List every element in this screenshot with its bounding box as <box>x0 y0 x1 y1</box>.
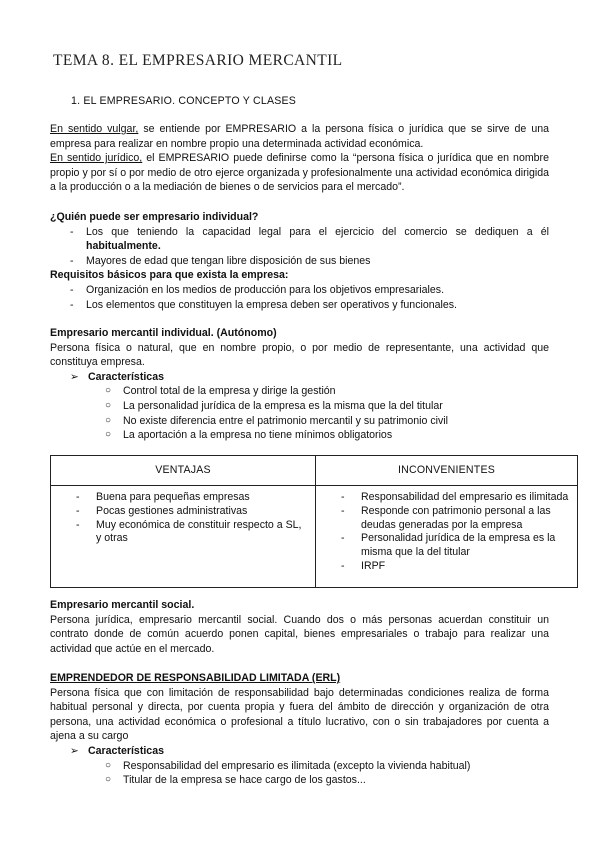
page-title: TEMA 8. EL EMPRESARIO MERCANTIL <box>53 52 343 69</box>
list-item-text: Responsabilidad del empresario es ilimitada <box>361 491 569 503</box>
list-item <box>50 283 549 298</box>
list-item-text: La personalidad jurídica de la empresa es la misma que la del titular <box>123 399 443 412</box>
vulgar-label: En sentido vulgar, <box>50 123 139 135</box>
arrow-icon: ➢ <box>70 744 79 757</box>
social-section <box>50 598 549 656</box>
circle-bullet-icon: ○ <box>105 414 112 426</box>
erl-heading: EMPRENDEDOR DE RESPONSABILIDAD LIMITADA (ERL) <box>50 672 341 684</box>
list-item-text: Responde con patrimonio personal a las deudas generadas por la empresa <box>361 504 551 531</box>
list-item <box>50 773 549 788</box>
autonomo-text: Persona física o natural, que en nombre propio, o por medio de representante, una actividad que constituya empresa. <box>50 341 549 369</box>
list-item-text: Los que teniendo la capacidad legal para el ejercicio del comercio se dediquen a él <box>86 225 549 238</box>
dash-marker: - <box>70 283 74 296</box>
list-item-text: No existe diferencia entre el patrimonio mercantil y su patrimonio civil <box>123 414 449 427</box>
intro-paragraph-juridico <box>50 151 549 195</box>
list-item-text: Personalidad jurídica de la empresa es la misma que la del titular <box>361 532 556 559</box>
list-item-text: Organización en los medios de producción para los objetivos empresariales. <box>86 283 445 296</box>
dash-marker: - <box>341 491 345 503</box>
list-item-text: Mayores de edad que tengan libre disposición de sus bienes <box>86 254 371 267</box>
section-heading-1: 1. EL EMPRESARIO. CONCEPTO Y CLASES <box>71 95 297 107</box>
individual-question-heading: ¿Quién puede ser empresario individual? <box>50 211 259 223</box>
list-item-text: Pocas gestiones administrativas <box>96 504 248 517</box>
dash-marker: - <box>341 532 345 545</box>
autonomo-caracteristicas <box>50 370 549 385</box>
autonomo-section <box>50 326 549 443</box>
dash-marker: - <box>76 491 80 503</box>
list-item <box>50 399 549 414</box>
list-item-text: Control total de la empresa y dirige la gestión <box>123 385 336 398</box>
individual-question-section <box>50 210 549 312</box>
circle-bullet-icon: ○ <box>105 774 112 786</box>
inconvenientes-list <box>317 491 576 574</box>
list-item-text: Titular de la empresa se hace cargo de los gastos... <box>123 774 366 787</box>
erl-section <box>50 671 549 788</box>
circle-bullet-icon: ○ <box>105 385 112 397</box>
erl-caracteristicas-list <box>50 759 549 788</box>
juridico-text: el EMPRESARIO puede definirse como la “persona física o jurídica que en nombre propio y por sí o por medio de otro ejerce organizada y profesionalmente una actividad económica dirigida a la producción o a la mediación de bienes o de servicios para el mercado”. <box>50 152 549 194</box>
autonomo-caracteristicas-list <box>50 384 549 442</box>
juridico-label: En sentido jurídico, <box>50 152 143 164</box>
list-item-text: Muy económica de constituir respecto a SL, y otras <box>96 518 302 545</box>
caracteristicas-label: Características <box>88 370 164 383</box>
list-item <box>50 298 549 313</box>
autonomo-heading: Empresario mercantil individual. (Autónomo) <box>50 327 277 339</box>
caracteristicas-label: Características <box>88 744 164 757</box>
dash-marker: - <box>70 225 74 238</box>
list-item <box>50 759 549 774</box>
individual-question-list <box>50 225 549 269</box>
list-item-text: Responsabilidad del empresario es ilimitada (excepto la vivienda habitual) <box>123 759 471 772</box>
list-item <box>317 491 576 505</box>
dash-marker: - <box>76 504 80 517</box>
list-item <box>50 428 549 443</box>
list-item <box>50 225 549 254</box>
dash-marker: - <box>70 298 74 311</box>
table-header-ventajas: VENTAJAS <box>51 456 316 486</box>
list-item <box>50 254 549 269</box>
circle-bullet-icon: ○ <box>105 429 112 441</box>
list-item <box>317 505 576 533</box>
social-text: Persona jurídica, empresario mercantil social. Cuando dos o más personas acuerdan constituir un contrato donde de común acuerdo ponen capital, bienes empresariales o trabajo para realizar una actividad que actúe en el mercado. <box>50 613 549 655</box>
arrow-icon: ➢ <box>70 370 79 383</box>
list-item-bold: habitualmente. <box>86 240 161 253</box>
dash-marker: - <box>76 518 80 531</box>
requisitos-list <box>50 283 549 312</box>
list-item <box>50 414 549 429</box>
list-item <box>52 519 314 547</box>
circle-bullet-icon: ○ <box>105 759 112 771</box>
table-header-row <box>51 456 578 486</box>
social-heading: Empresario mercantil social. <box>50 599 195 611</box>
table-header-inconvenientes: INCONVENIENTES <box>316 456 578 486</box>
intro-paragraph-vulgar <box>50 122 549 151</box>
dash-marker: - <box>341 504 345 517</box>
vulgar-text: se entiende por EMPRESARIO a la persona física o jurídica que se sirve de una empresa para realizar en nombre propio una determinada actividad económica. <box>50 123 549 150</box>
list-item <box>52 491 314 505</box>
ventajas-cell <box>51 486 316 588</box>
list-item <box>317 532 576 560</box>
inconvenientes-cell <box>316 486 578 588</box>
ventajas-inconvenientes-table <box>50 455 578 588</box>
circle-bullet-icon: ○ <box>105 399 112 411</box>
erl-text: Persona física que con limitación de responsabilidad bajo determinadas condiciones realiza de forma habitual personal y directa, por cuenta propia y fuera del ámbito de dirección y organización de otra persona, una actividad económica o profesional a título lucrativo, con o sin trabajadores por cuenta a ajena a su cargo <box>50 686 549 743</box>
list-item-text: IRPF <box>361 559 386 572</box>
list-item-text: La aportación a la empresa no tiene mínimos obligatorios <box>123 429 393 442</box>
list-item-text: Los elementos que constituyen la empresa deben ser operativos y funcionales. <box>86 298 458 311</box>
requisitos-heading: Requisitos básicos para que exista la empresa: <box>50 269 289 282</box>
dash-marker: - <box>70 254 74 267</box>
dash-marker: - <box>341 559 345 572</box>
ventajas-list <box>52 491 314 546</box>
list-item-text: Buena para pequeñas empresas <box>96 491 250 503</box>
list-item <box>52 505 314 519</box>
erl-caracteristicas <box>50 744 549 759</box>
table-row <box>51 486 578 588</box>
list-item <box>317 560 576 574</box>
list-item <box>50 384 549 399</box>
